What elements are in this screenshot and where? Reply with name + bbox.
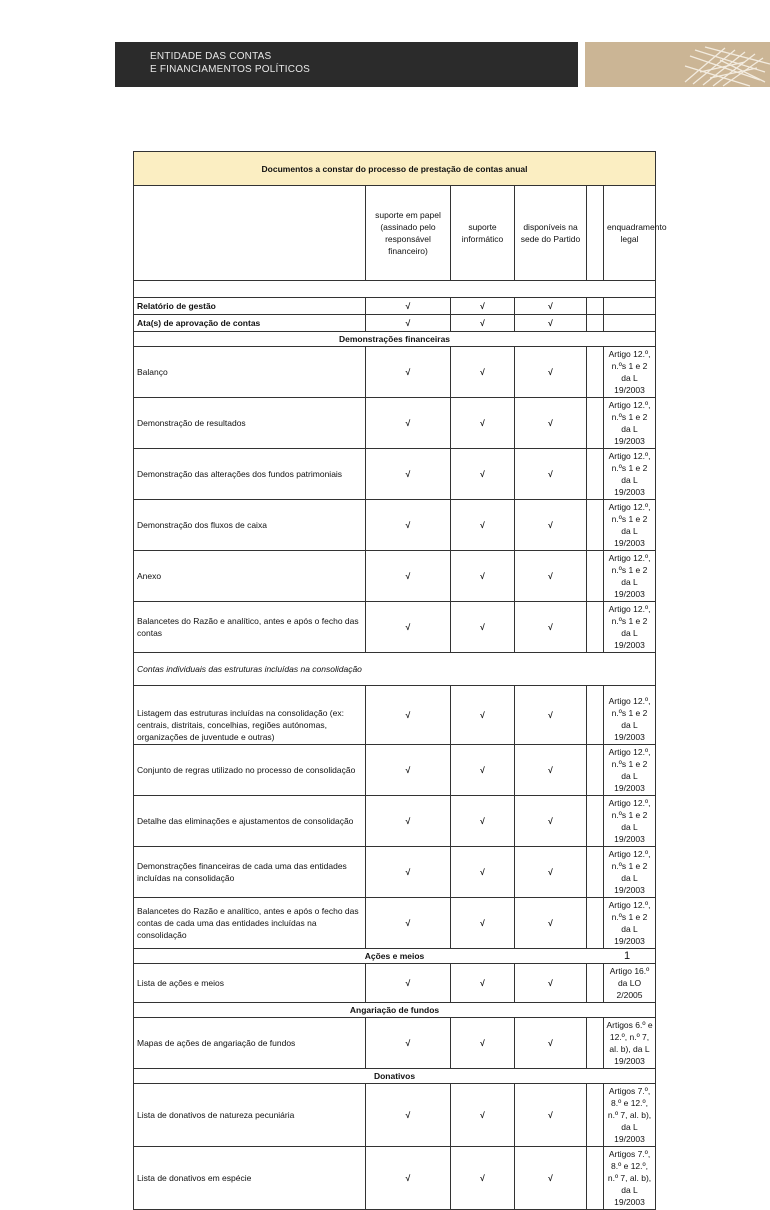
row-label: Balancetes do Razão e analítico, antes e após o fecho das contas de cada uma das entidades incluídas na consolidação bbox=[134, 898, 366, 949]
check-icon: √ bbox=[451, 745, 515, 796]
table-row bbox=[134, 898, 656, 949]
check-icon: √ bbox=[451, 298, 515, 315]
row-label: Demonstração dos fluxos de caixa bbox=[134, 500, 366, 551]
row-label: Lista de donativos de natureza pecuniária bbox=[134, 1084, 366, 1147]
org-name bbox=[150, 50, 310, 76]
row-label: Mapas de ações de angariação de fundos bbox=[134, 1018, 366, 1069]
check-icon: √ bbox=[451, 964, 515, 1003]
row-label: Balanço bbox=[134, 347, 366, 398]
row-label: Lista de donativos em espécie bbox=[134, 1147, 366, 1210]
table-row bbox=[134, 1084, 656, 1147]
check-icon: √ bbox=[451, 898, 515, 949]
section-donativos: Donativos bbox=[134, 1069, 656, 1084]
legal-ref: Artigo 12.º, n.ºs 1 e 2 da L 19/2003 bbox=[604, 745, 656, 796]
check-icon: √ bbox=[515, 500, 587, 551]
check-icon: √ bbox=[515, 398, 587, 449]
org-name-line1: ENTIDADE DAS CONTAS bbox=[150, 51, 272, 62]
table-row bbox=[134, 347, 656, 398]
check-icon: √ bbox=[451, 449, 515, 500]
row-label: Demonstração das alterações dos fundos patrimoniais bbox=[134, 449, 366, 500]
section-row bbox=[134, 653, 656, 686]
table-row bbox=[134, 686, 656, 745]
check-icon: √ bbox=[366, 315, 451, 332]
check-icon: √ bbox=[451, 551, 515, 602]
legal-ref: Artigo 12.º, n.ºs 1 e 2 da L 19/2003 bbox=[604, 796, 656, 847]
row-label: Anexo bbox=[134, 551, 366, 602]
section-acoes: Ações e meios bbox=[134, 949, 656, 964]
col-header-paper: suporte em papel (assinado pelo responsável financeiro) bbox=[366, 186, 451, 281]
section-row bbox=[134, 949, 656, 964]
check-icon: √ bbox=[366, 298, 451, 315]
check-icon: √ bbox=[515, 847, 587, 898]
table-row bbox=[134, 964, 656, 1003]
check-icon: √ bbox=[515, 602, 587, 653]
row-label: Relatório de gestão bbox=[134, 298, 366, 315]
org-name-line2: E FINANCIAMENTOS POLÍTICOS bbox=[150, 64, 311, 75]
legal-ref: Artigo 12.º, n.ºs 1 e 2 da L 19/2003 bbox=[604, 500, 656, 551]
table-row bbox=[134, 847, 656, 898]
table-row bbox=[134, 315, 656, 332]
check-icon: √ bbox=[451, 500, 515, 551]
spacer-row bbox=[134, 281, 656, 298]
documents-table bbox=[133, 151, 667, 1210]
table-row bbox=[134, 602, 656, 653]
check-icon: √ bbox=[515, 347, 587, 398]
section-angariacao: Angariação de fundos bbox=[134, 1003, 656, 1018]
row-label: Listagem das estruturas incluídas na consolidação (ex: centrais, distritais, concelhias, regiões autónomas, organizações de juventude e outras) bbox=[134, 686, 366, 745]
row-label: Conjunto de regras utilizado no processo de consolidação bbox=[134, 745, 366, 796]
table-row bbox=[134, 551, 656, 602]
table-row bbox=[134, 500, 656, 551]
legal-ref: Artigo 12.º, n.ºs 1 e 2 da L 19/2003 bbox=[604, 686, 656, 745]
col-header-legal: enquadramento legal bbox=[604, 186, 656, 281]
check-icon: √ bbox=[366, 551, 451, 602]
check-icon: √ bbox=[366, 602, 451, 653]
check-icon: √ bbox=[515, 551, 587, 602]
table-row bbox=[134, 1147, 656, 1210]
check-icon: √ bbox=[451, 1018, 515, 1069]
page-number: 1 bbox=[624, 950, 631, 962]
check-icon: √ bbox=[366, 398, 451, 449]
check-icon: √ bbox=[451, 1147, 515, 1210]
check-icon: √ bbox=[366, 745, 451, 796]
check-icon: √ bbox=[451, 347, 515, 398]
check-icon: √ bbox=[366, 1084, 451, 1147]
table-row bbox=[134, 449, 656, 500]
check-icon: √ bbox=[515, 449, 587, 500]
check-icon: √ bbox=[515, 796, 587, 847]
table-row bbox=[134, 398, 656, 449]
check-icon: √ bbox=[515, 686, 587, 745]
row-label: Lista de ações e meios bbox=[134, 964, 366, 1003]
legal-ref: Artigo 12.º, n.ºs 1 e 2 da L 19/2003 bbox=[604, 449, 656, 500]
legal-ref: Artigo 12.º, n.ºs 1 e 2 da L 19/2003 bbox=[604, 898, 656, 949]
section-contas-individuais: Contas individuais das estruturas incluídas na consolidação bbox=[134, 653, 656, 686]
check-icon: √ bbox=[366, 1018, 451, 1069]
check-icon: √ bbox=[366, 686, 451, 745]
check-icon: √ bbox=[366, 847, 451, 898]
check-icon: √ bbox=[451, 847, 515, 898]
header-decoration bbox=[585, 42, 770, 87]
legal-ref: Artigos 7.º, 8.º e 12.º, n.º 7, al. b), da L 19/2003 bbox=[604, 1147, 656, 1210]
check-icon: √ bbox=[515, 898, 587, 949]
table-row bbox=[134, 745, 656, 796]
check-icon: √ bbox=[366, 347, 451, 398]
legal-ref: Artigo 16.º da LO 2/2005 bbox=[604, 964, 656, 1003]
check-icon: √ bbox=[515, 964, 587, 1003]
check-icon: √ bbox=[451, 398, 515, 449]
row-label: Demonstrações financeiras de cada uma das entidades incluídas na consolidação bbox=[134, 847, 366, 898]
row-label: Ata(s) de aprovação de contas bbox=[134, 315, 366, 332]
legal-ref: Artigos 7.º, 8.º e 12.º, n.º 7, al. b), da L 19/2003 bbox=[604, 1084, 656, 1147]
check-icon: √ bbox=[515, 1147, 587, 1210]
row-label: Balancetes do Razão e analítico, antes e após o fecho das contas bbox=[134, 602, 366, 653]
table-row bbox=[134, 298, 656, 315]
section-demonstracoes: Demonstrações financeiras bbox=[134, 332, 656, 347]
check-icon: √ bbox=[515, 298, 587, 315]
check-icon: √ bbox=[451, 602, 515, 653]
col-header-available: disponíveis na sede do Partido bbox=[515, 186, 587, 281]
col-header-digital: suporte informático bbox=[451, 186, 515, 281]
check-icon: √ bbox=[366, 500, 451, 551]
table-row bbox=[134, 1018, 656, 1069]
section-row bbox=[134, 332, 656, 347]
section-row bbox=[134, 1069, 656, 1084]
check-icon: √ bbox=[451, 1084, 515, 1147]
check-icon: √ bbox=[515, 1084, 587, 1147]
row-label: Demonstração de resultados bbox=[134, 398, 366, 449]
check-icon: √ bbox=[515, 1018, 587, 1069]
check-icon: √ bbox=[451, 796, 515, 847]
legal-ref: Artigo 12.º, n.ºs 1 e 2 da L 19/2003 bbox=[604, 398, 656, 449]
check-icon: √ bbox=[451, 315, 515, 332]
check-icon: √ bbox=[515, 315, 587, 332]
check-icon: √ bbox=[366, 796, 451, 847]
table-title-row bbox=[134, 152, 656, 186]
decorative-pattern-icon bbox=[585, 42, 770, 87]
check-icon: √ bbox=[366, 449, 451, 500]
check-icon: √ bbox=[366, 964, 451, 1003]
legal-ref: Artigo 12.º, n.ºs 1 e 2 da L 19/2003 bbox=[604, 602, 656, 653]
table-title: Documentos a constar do processo de prestação de contas anual bbox=[134, 152, 656, 186]
legal-ref: Artigo 12.º, n.ºs 1 e 2 da L 19/2003 bbox=[604, 847, 656, 898]
column-header-row bbox=[134, 186, 656, 281]
section-row bbox=[134, 1003, 656, 1018]
check-icon: √ bbox=[451, 686, 515, 745]
legal-ref: Artigo 12.º, n.ºs 1 e 2 da L 19/2003 bbox=[604, 347, 656, 398]
check-icon: √ bbox=[366, 898, 451, 949]
table-row bbox=[134, 796, 656, 847]
check-icon: √ bbox=[366, 1147, 451, 1210]
row-label: Detalhe das eliminações e ajustamentos de consolidação bbox=[134, 796, 366, 847]
legal-ref: Artigos 6.º e 12.º, n.º 7, al. b), da L 19/2003 bbox=[604, 1018, 656, 1069]
legal-ref: Artigo 12.º, n.ºs 1 e 2 da L 19/2003 bbox=[604, 551, 656, 602]
check-icon: √ bbox=[515, 745, 587, 796]
